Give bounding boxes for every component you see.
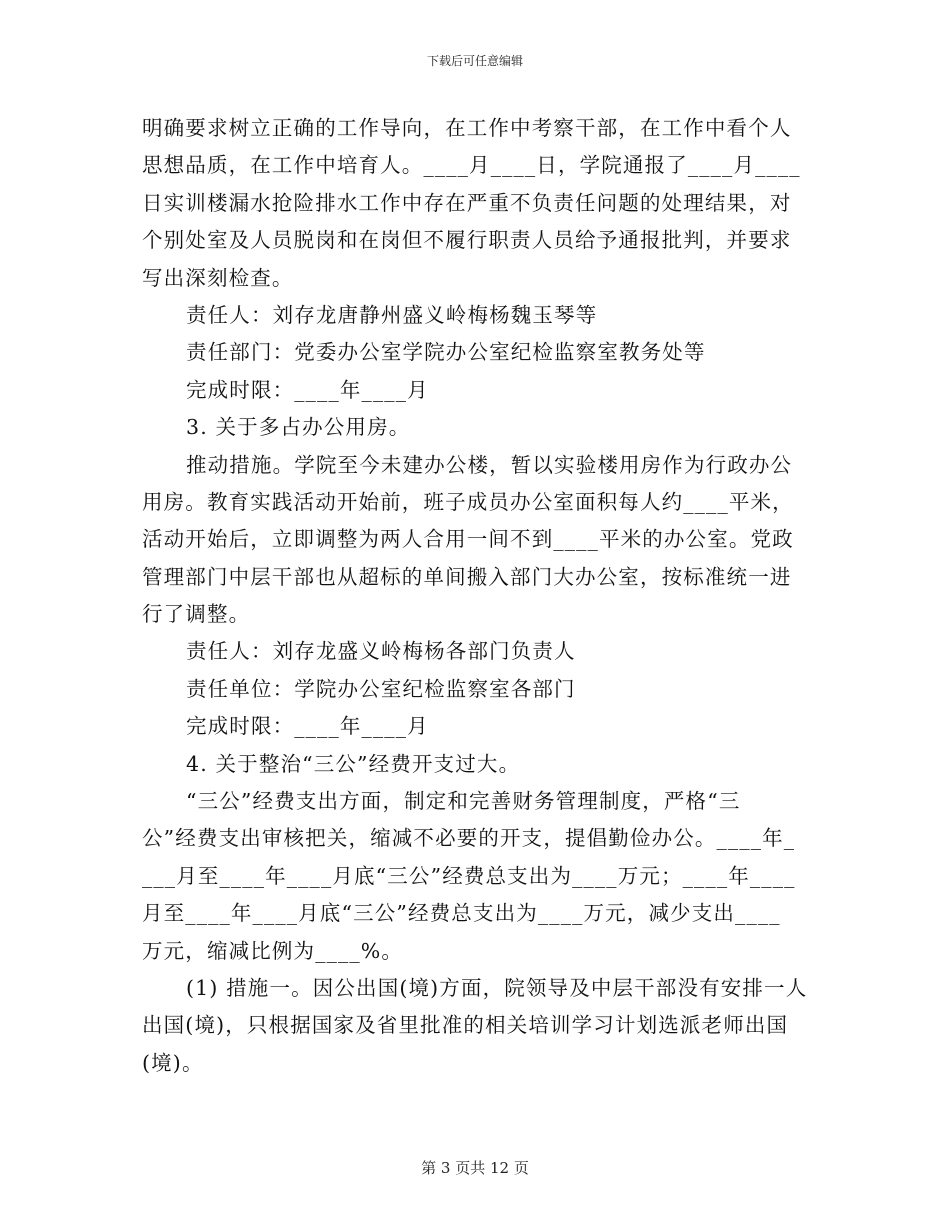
text-line: (境)。 xyxy=(142,1050,204,1075)
text-line: 月至____年____月底“三公”经费总支出为____万元，减少支出____ xyxy=(142,901,781,926)
document-body xyxy=(142,110,812,1082)
text-line: 日实训楼漏水抢险排水工作中存在严重不负责任问题的处理结果，对 xyxy=(142,190,792,215)
text-line: 公”经费支出审核把关，缩减不必要的开支，提倡勤俭办公。____年_ xyxy=(142,826,796,851)
text-line: 责任人：刘存龙唐静州盛义岭梅杨魏玉琴等 xyxy=(186,302,598,327)
text-line: ___月至____年____月底“三公”经费总支出为____万元；____年____ xyxy=(142,863,796,888)
text-line: 4. 关于整治“三公”经费开支过大。 xyxy=(186,751,521,776)
text-line: 用房。教育实践活动开始前，班子成员办公室面积每人约____平米， xyxy=(142,489,794,514)
text-line: 责任部门：党委办公室学院办公室纪检监察室教务处等 xyxy=(186,340,706,365)
text-line: 个别处室及人员脱岗和在岗但不履行职责人员给予通报批判，并要求 xyxy=(142,228,792,253)
text-line: 推动措施。学院至今未建办公楼，暂以实验楼用房作为行政办公 xyxy=(186,452,793,477)
text-line: “三公”经费支出方面，制定和完善财务管理制度，严格“三 xyxy=(186,789,741,814)
text-line: 明确要求树立正确的工作导向，在工作中考察干部，在工作中看个人 xyxy=(142,116,792,140)
text-line: 思想品质，在工作中培育人。____月____日，学院通报了____月____ xyxy=(142,153,801,178)
text-line: 完成时限：____年____月 xyxy=(186,377,429,402)
text-line: 责任人：刘存龙盛义岭梅杨各部门负责人 xyxy=(186,639,576,664)
page-header: 下载后可任意编辑 xyxy=(426,54,523,68)
text-line: 活动开始后，立即调整为两人合用一间不到____平米的办公室。党政 xyxy=(142,527,794,552)
page-footer: 第 3 页共 12 页 xyxy=(421,1159,529,1177)
text-line: 管理部门中层干部也从超标的单间搬入部门大办公室，按标准统一进 xyxy=(142,564,792,589)
text-line: 3. 关于多占办公用房。 xyxy=(186,415,411,440)
text-line: 责任单位：学院办公室纪检监察室各部门 xyxy=(186,676,576,701)
text-line: 行了调整。 xyxy=(142,602,251,627)
text-line: 万元，缩减比例为____%。 xyxy=(142,938,404,963)
text-line: 写出深刻检查。 xyxy=(142,265,294,290)
text-line: 出国(境)，只根据国家及省里批准的相关培训学习计划选派老师出国 xyxy=(142,1013,789,1038)
text-line: 完成时限：____年____月 xyxy=(186,714,429,739)
text-line: (1) 措施一。因公出国(境)方面，院领导及中层干部没有安排一人 xyxy=(186,975,808,1000)
